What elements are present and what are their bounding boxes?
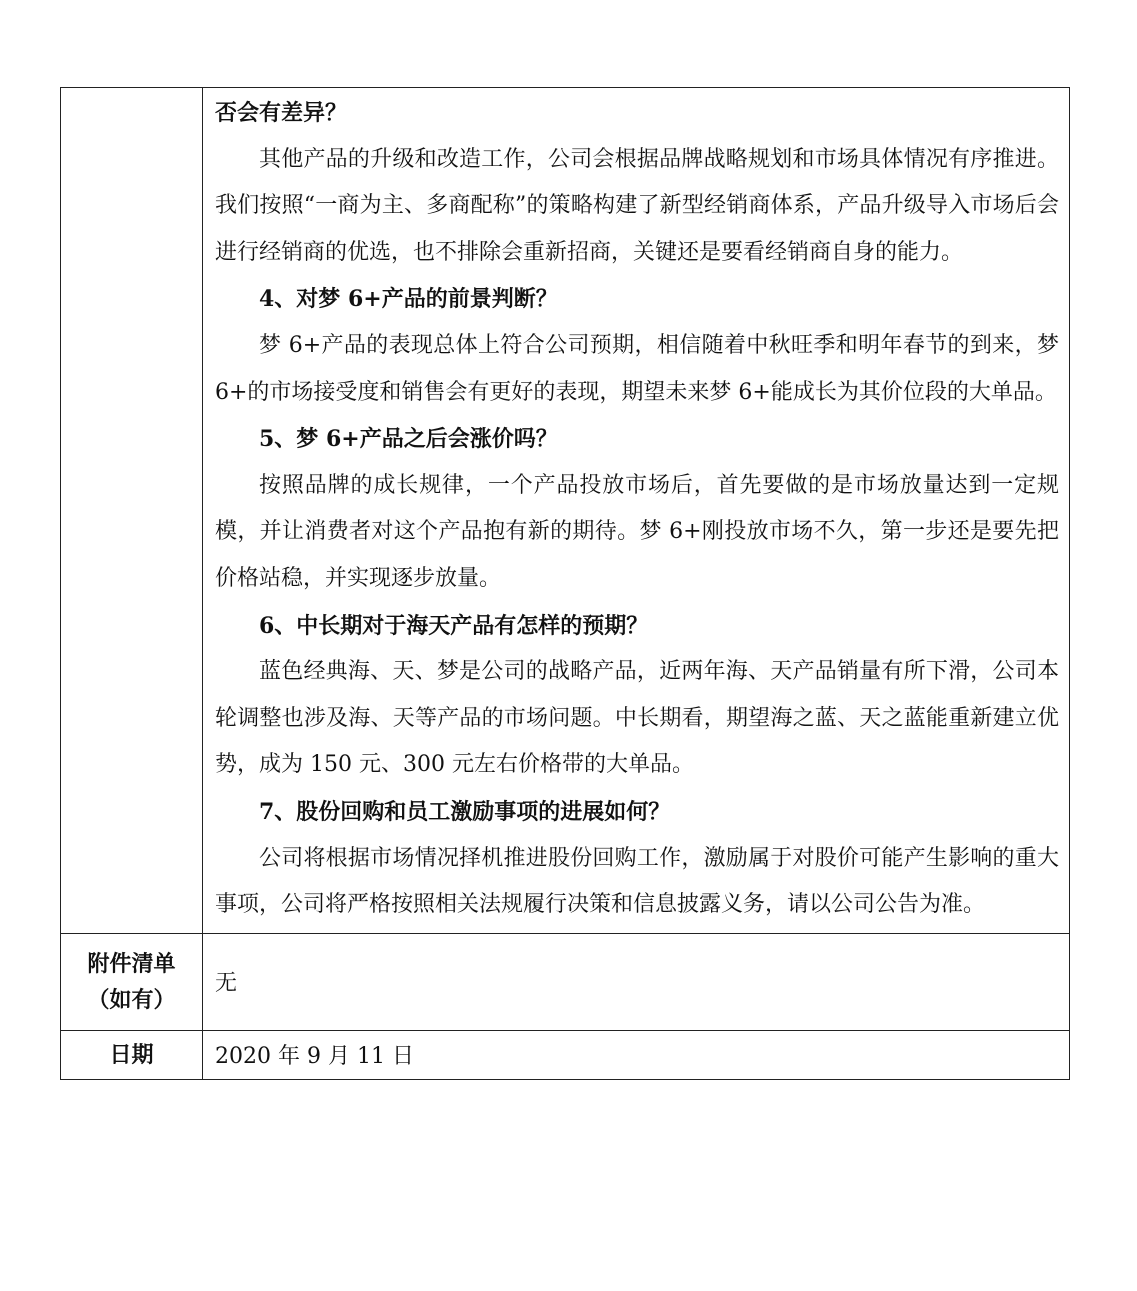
attachments-value: 无 — [203, 933, 1070, 1030]
question-6: 6、中长期对于海天产品有怎样的预期？ — [259, 612, 649, 639]
record-table — [60, 87, 1070, 1080]
answer-5: 按照品牌的成长规律，一个产品投放市场后，首先要做的是市场放量达到一定规模，并让消费者对这个产品抱有新的期待。梦 6+刚投放市场不久，第一步还是要先把价格站稳，并实现逐步放量。 — [215, 472, 1059, 591]
attachments-label-line1: 附件清单 — [87, 950, 176, 977]
attachments-label-line2: （如有） — [87, 986, 176, 1013]
question-7: 7、股份回购和员工激励事项的进展如何？ — [259, 798, 671, 825]
content-label-cell — [61, 88, 203, 934]
question-5: 5、梦 6+产品之后会涨价吗？ — [259, 426, 558, 453]
attachments-row — [61, 933, 1070, 1030]
answer-7: 公司将根据市场情况择机推进股份回购工作，激励属于对股价可能产生影响的重大事项，公司将严格按照相关法规履行决策和信息披露义务，请以公司公告为准。 — [215, 845, 1059, 918]
answer-4: 梦 6+产品的表现总体上符合公司预期，相信随着中秋旺季和明年春节的到来，梦 6+的市场接受度和销售会有更好的表现，期望未来梦 6+能成长为其价位段的大单品。 — [215, 332, 1059, 405]
question-4: 4、对梦 6+产品的前景判断？ — [259, 286, 558, 313]
content-row — [61, 88, 1070, 934]
date-value: 2020 年 9 月 11 日 — [203, 1030, 1070, 1079]
date-label: 日期 — [61, 1030, 203, 1079]
answer-3: 其他产品的升级和改造工作，公司会根据品牌战略规划和市场具体情况有序推进。我们按照“一商为主、多商配称”的策略构建了新型经销商体系，产品升级导入市场后会进行经销商的优选，也不排除会重新招商，关键还是要看经销商自身的能力。 — [215, 146, 1059, 265]
question-continued: 否会有差异？ — [215, 100, 348, 126]
answer-6: 蓝色经典海、天、梦是公司的战略产品，近两年海、天产品销量有所下滑，公司本轮调整也涉及海、天等产品的市场问题。中长期看，期望海之蓝、天之蓝能重新建立优势，成为 150 元、300 元左右价格带的大单品。 — [215, 659, 1059, 778]
content-cell — [203, 88, 1070, 934]
date-row — [61, 1030, 1070, 1079]
attachments-label — [61, 933, 203, 1030]
